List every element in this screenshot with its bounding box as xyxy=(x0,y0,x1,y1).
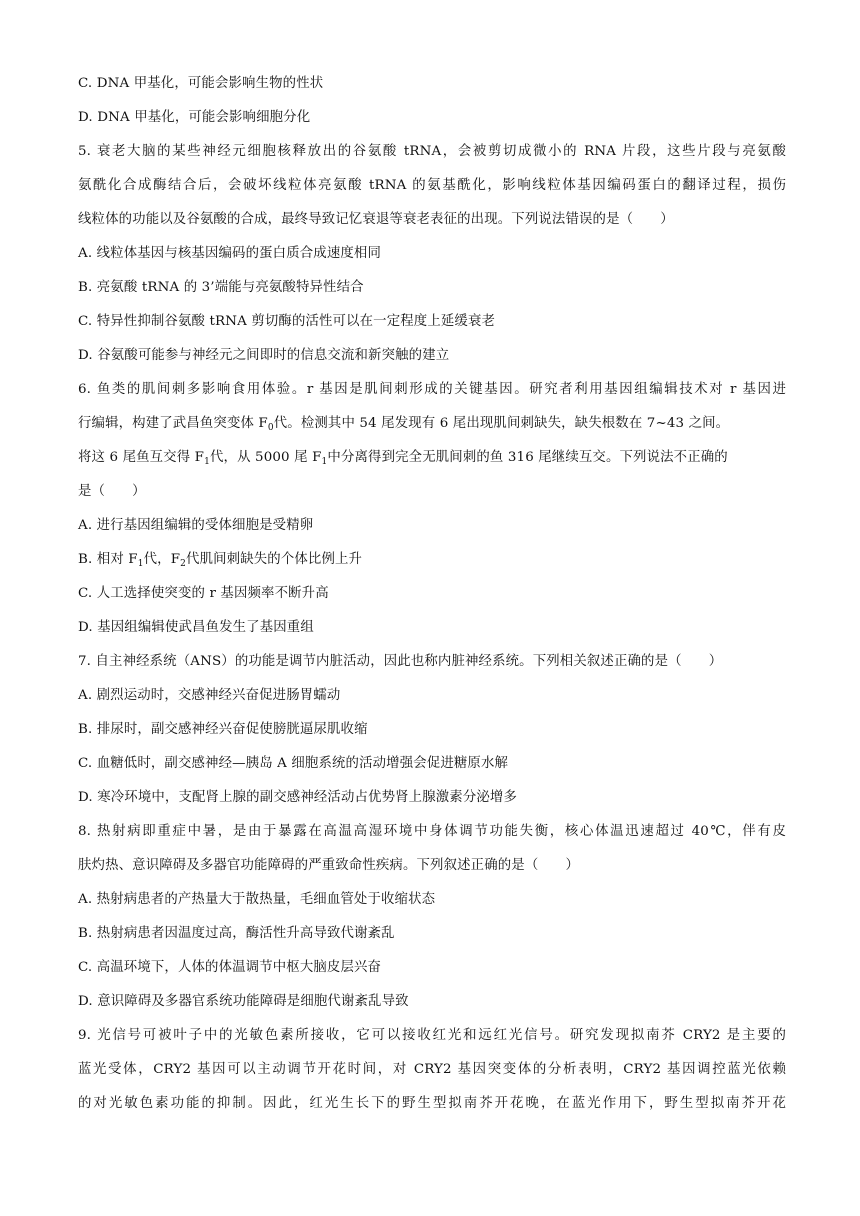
option-line xyxy=(78,244,786,264)
question-5-line xyxy=(78,210,786,230)
text-run: C. 高温环境下，人体的体温调节中枢大脑皮层兴奋 xyxy=(78,960,382,975)
text-run: 代，从 5000 尾 F xyxy=(210,450,322,465)
question-8-line xyxy=(78,856,786,876)
question-9-line xyxy=(78,1026,786,1046)
option-line xyxy=(78,108,786,128)
option-line xyxy=(78,686,786,706)
text-run: 蓝光受体，CRY2 基因可以主动调节开花时间，对 CRY2 基因突变体的分析表明，CRY2 基因调控蓝光依赖 xyxy=(78,1062,786,1077)
text-run: 6. 鱼类的肌间刺多影响食用体验。r 基因是肌间刺形成的关键基因。研究者利用基因组编辑技术对 r 基因进 xyxy=(78,382,786,397)
subscript: 1 xyxy=(204,457,211,467)
text-run: 7. 自主神经系统（ANS）的功能是调节内脏活动，因此也称内脏神经系统。下列相关叙述正确的是（ ） xyxy=(78,654,723,669)
text-run: D. 意识障碍及多器官系统功能障碍是细胞代谢紊乱导致 xyxy=(78,994,409,1009)
question-8-line xyxy=(78,822,786,842)
option-line xyxy=(78,890,786,910)
question-7-line xyxy=(78,652,786,672)
text-run: 将这 6 尾鱼互交得 F xyxy=(78,450,205,465)
text-run: D. 基因组编辑使武昌鱼发生了基因重组 xyxy=(78,620,314,635)
text-run: B. 亮氨酸 tRNA 的 3’端能与亮氨酸特异性结合 xyxy=(78,280,364,295)
subscript: 1 xyxy=(137,559,144,569)
text-run: C. 特异性抑制谷氨酸 tRNA 剪切酶的活性可以在一定程度上延缓衰老 xyxy=(78,314,496,329)
text-run: B. 相对 F xyxy=(78,552,138,567)
text-run: C. 血糖低时，副交感神经—胰岛 A 细胞系统的活动增强会促进糖原水解 xyxy=(78,756,509,771)
option-line xyxy=(78,720,786,740)
question-6-line xyxy=(78,414,786,434)
text-run: 行编辑，构建了武昌鱼突变体 F xyxy=(78,416,268,431)
question-9-line xyxy=(78,1094,786,1114)
text-run: 代。检测其中 54 尾发现有 6 尾出现肌间刺缺失，缺失根数在 7~43 之间。 xyxy=(273,416,730,431)
question-6-line xyxy=(78,448,786,468)
subscript: 2 xyxy=(180,559,187,569)
text-run: 5. 衰老大脑的某些神经元细胞核释放出的谷氨酸 tRNA，会被剪切成微小的 RNA 片段，这些片段与亮氨酸 xyxy=(78,144,786,159)
text-run: 8. 热射病即重症中暑，是由于暴露在高温高湿环境中身体调节功能失衡，核心体温迅速超过 40℃，伴有皮 xyxy=(78,824,786,839)
text-run: B. 排尿时，副交感神经兴奋促使膀胱逼尿肌收缩 xyxy=(78,722,368,737)
text-run: B. 热射病患者因温度过高，酶活性升高导致代谢紊乱 xyxy=(78,926,395,941)
option-line xyxy=(78,550,786,570)
text-run: C. DNA 甲基化，可能会影响生物的性状 xyxy=(78,76,324,91)
option-line xyxy=(78,74,786,94)
text-run: A. 进行基因组编辑的受体细胞是受精卵 xyxy=(78,518,314,533)
subscript: 1 xyxy=(321,457,328,467)
option-line xyxy=(78,924,786,944)
option-line xyxy=(78,584,786,604)
text-run: D. DNA 甲基化，可能会影响细胞分化 xyxy=(78,110,311,125)
text-run: 的对光敏色素功能的抑制。因此，红光生长下的野生型拟南芥开花晚，在蓝光作用下，野生型拟南芥开花 xyxy=(78,1096,786,1111)
text-run: A. 热射病患者的产热量大于散热量，毛细血管处于收缩状态 xyxy=(78,892,436,907)
option-line xyxy=(78,754,786,774)
text-run: 中分离得到完全无肌间刺的鱼 316 尾继续互交。下列说法不正确的 xyxy=(327,450,728,465)
option-line xyxy=(78,992,786,1012)
question-6-line xyxy=(78,482,786,502)
option-line xyxy=(78,516,786,536)
text-run: 肤灼热、意识障碍及多器官功能障碍的严重致命性疾病。下列叙述正确的是（ ） xyxy=(78,858,580,873)
option-line xyxy=(78,618,786,638)
option-line xyxy=(78,346,786,366)
option-line xyxy=(78,958,786,978)
text-run: C. 人工选择使突变的 r 基因频率不断升高 xyxy=(78,586,329,601)
text-run: 是（ ） xyxy=(78,484,146,499)
option-line xyxy=(78,312,786,332)
text-run: 代肌间刺缺失的个体比例上升 xyxy=(186,552,363,567)
text-run: A. 剧烈运动时，交感神经兴奋促进肠胃蠕动 xyxy=(78,688,341,703)
subscript: 0 xyxy=(267,423,274,433)
question-6-line xyxy=(78,380,786,400)
text-run: A. 线粒体基因与核基因编码的蛋白质合成速度相同 xyxy=(78,246,381,261)
question-5-line xyxy=(78,142,786,162)
option-line xyxy=(78,788,786,808)
text-run: D. 寒冷环境中，支配肾上腺的副交感神经活动占优势肾上腺激素分泌增多 xyxy=(78,790,517,805)
text-run: 线粒体的功能以及谷氨酸的合成，最终导致记忆衰退等衰老表征的出现。下列说法错误的是（ ） xyxy=(78,212,674,227)
question-5-line xyxy=(78,176,786,196)
text-run: 9. 光信号可被叶子中的光敏色素所接收，它可以接收红光和远红光信号。研究发现拟南芥 CRY2 是主要的 xyxy=(78,1028,786,1043)
question-9-line xyxy=(78,1060,786,1080)
text-run: D. 谷氨酸可能参与神经元之间即时的信息交流和新突触的建立 xyxy=(78,348,450,363)
option-line xyxy=(78,278,786,298)
text-run: 氨酰化合成酶结合后，会破坏线粒体亮氨酸 tRNA 的氨基酰化，影响线粒体基因编码蛋白的翻译过程，损伤 xyxy=(78,178,786,193)
text-run: 代，F xyxy=(143,552,181,567)
